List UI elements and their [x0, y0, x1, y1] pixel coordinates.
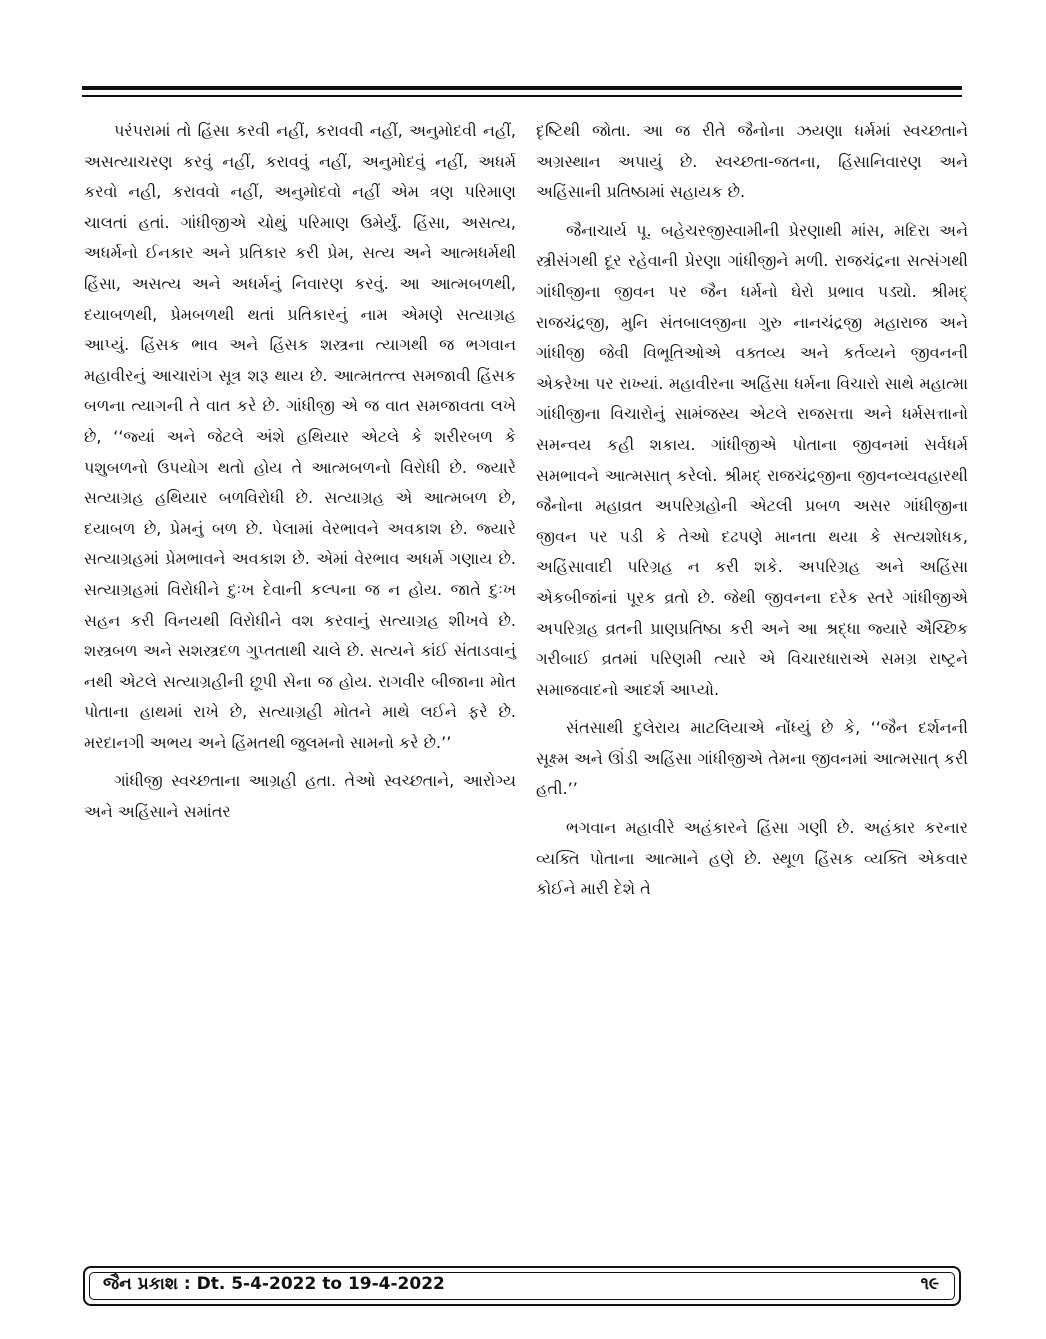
- page-number: ૧૯: [920, 1274, 939, 1294]
- left-column: [84, 116, 516, 836]
- right-column: [536, 116, 968, 913]
- header-rule-thin: [82, 95, 962, 97]
- paragraph: ભગવાન મહાવીરે અહંકારને હિંસા ગણી છે. અહંકાર કરનાર વ્યક્તિ પોતાના આત્માને હણે છે. સ્થૂળ હિંસક વ્યક્તિ એકવાર કોઈને મારી દેશે તે: [536, 818, 968, 899]
- paragraph: પરંપરામાં તો હિંસા કરવી નહીં, કરાવવી નહીં, અનુમોદવી નહીં, અસત્યાચરણ કરવું નહીં, કરાવવું નહીં, અનુમોદવું નહીં, અધર્મ કરવો નહી, કરાવવો નહીં, અનુમોદવો નહીં એમ ત્રણ પરિમાણ ચાલતાં હતાં. ગાંધીજીએ ચોથું પરિમાણ ઉમેર્યું. હિંસા, અસત્ય, અધર્મનો ઈનકાર અને પ્રતિકાર કરી પ્રેમ, સત્ય અને આત્મધર્મથી હિંસા, અસત્ય અને અધર્મનું નિવારણ કરવું. આ આત્મબળથી, દયાબળથી, પ્રેમબળથી થતાં પ્રતિકારનું નામ એમણે સત્યાગ્રહ આપ્યું. હિંસક ભાવ અને હિંસક શસ્ત્રના ત્યાગથી જ ભગવાન મહાવીરનું આચારાંગ સૂત્ર શરૂ થાય છે. આત્મતત્ત્વ સમજાવી હિંસક બળના ત્યાગની તે વાત કરે છે. ગાંધીજી એ જ વાત સમજાવતા લખે છે, ‘‘જ્યાં અને જેટલે અંશે હથિયાર એટલે કે શરીરબળ કે પશુબળનો ઉપયોગ થતો હોય તે આત્મબળનો વિરોધી છે. જ્યારે સત્યાગ્રહ હથિયાર બળવિરોધી છે. સત્યાગ્રહ એ આત્મબળ છે, દયાબળ છે, પ્રેમનું બળ છે. પેલામાં વેરભાવને અવકાશ છે. જ્યારે સત્યાગ્રહમાં પ્રેમભાવને અવકાશ છે. એમાં વેરભાવ અધર્મ ગણાય છે. સત્યાગ્રહમાં વિરોધીને દુઃખ દેવાની કલ્પના જ ન હોય. જાતે દુઃખ સહન કરી વિનયથી વિરોધીને વશ કરવાનું સત્યાગ્રહ શીખવે છે. શસ્ત્રબળ અને સશસ્ત્રદળ ગુપ્તતાથી ચાલે છે. સત્યને કાંઈ સંતાડવાનું નથી એટલે સત્યાગ્રહીની છૂપી સેના જ હોય. રાગવીર બીજાના મોત પોતાના હાથમાં રાખે છે, સત્યાગ્રહી મોતને માથે લઈને ફરે છે. મરદાનગી અભય અને હિંમતથી જુલમનો સામનો કરે છે.’’: [84, 121, 516, 752]
- paragraph: ગાંધીજી સ્વચ્છતાના આગ્રહી હતા. તેઓ સ્વચ્છતાને, આરોગ્ય અને અહિંસાને સમાંતર: [84, 771, 516, 822]
- header-rule-thick: [82, 86, 962, 90]
- paragraph: સંતસાથી દુલેરાય માટલિયાએ નોંધ્યું છે કે, ‘‘જૈન દર્શનની સૂક્ષ્મ અને ઊંડી અહિંસા ગાંધીજીએ તેમના જીવનમાં આત્મસાત્ કરી હતી.’’: [536, 718, 968, 799]
- footer: [83, 1266, 961, 1306]
- publication-info: જૈન પ્રકાશ : Dt. 5-4-2022 to 19-4-2022: [103, 1274, 445, 1294]
- paragraph: જૈનાચાર્ય પૂ. બહેચરજીસ્વામીની પ્રેરણાથી માંસ, મદિરા અને સ્ત્રીસંગથી દૂર રહેવાની પ્રેરણા ગાંધીજીને મળી. રાજચંદ્રના સત્સંગથી ગાંધીજીના જીવન પર જૈન ધર્મનો ઘેરો પ્રભાવ પડ્યો. શ્રીમદ્ રાજચંદ્રજી, મુનિ સંતબાલજીના ગુરુ નાનચંદ્રજી મહારાજ અને ગાંધીજી જેવી વિભૂતિઓએ વક્તવ્ય અને કર્તવ્યને જીવનની એકરેખા પર રાખ્યાં. મહાવીરના અહિંસા ધર્મના વિચારો સાથે મહાત્મા ગાંધીજીના વિચારોનું સામંજસ્ય એટલે રાજસત્તા અને ધર્મસત્તાનો સમન્વય કહી શકાય. ગાંધીજીએ પોતાના જીવનમાં સર્વધર્મ સમભાવને આત્મસાત્ કરેલો. શ્રીમદ્ રાજચંદ્રજીના જીવનવ્યવહારથી જૈનોના મહાવ્રત અપરિગ્રહોની એટલી પ્રબળ અસર ગાંધીજીના જીવન પર પડી કે તેઓ દઢપણે માનતા થયા કે સત્યશોધક, અહિંસાવાદી પરિગ્રહ ન કરી શકે. અપરિગ્રહ અને અહિંસા એકબીજાંનાં પૂરક વ્રતો છે. જેથી જીવનના દરેક સ્તરે ગાંધીજીએ અપરિગ્રહ વ્રતની પ્રાણપ્રતિષ્ઠા કરી અને આ શ્રદ્ધા જ્યારે ઐચ્છિક ગરીબાઈ વ્રતમાં પરિણમી ત્યારે એ વિચારધારાએ સમગ્ર રાષ્ટ્રને સમાજવાદનો આદર્શ આપ્યો.: [536, 220, 968, 699]
- paragraph: દૃષ્ટિથી જોતા. આ જ રીતે જૈનોના ઝયણા ધર્મમાં સ્વચ્છતાને અગ્રસ્થાન અપાયું છે. સ્વચ્છતા-જતના, હિંસાનિવારણ અને અહિંસાની પ્રતિષ્ઠામાં સહાયક છે.: [536, 121, 968, 202]
